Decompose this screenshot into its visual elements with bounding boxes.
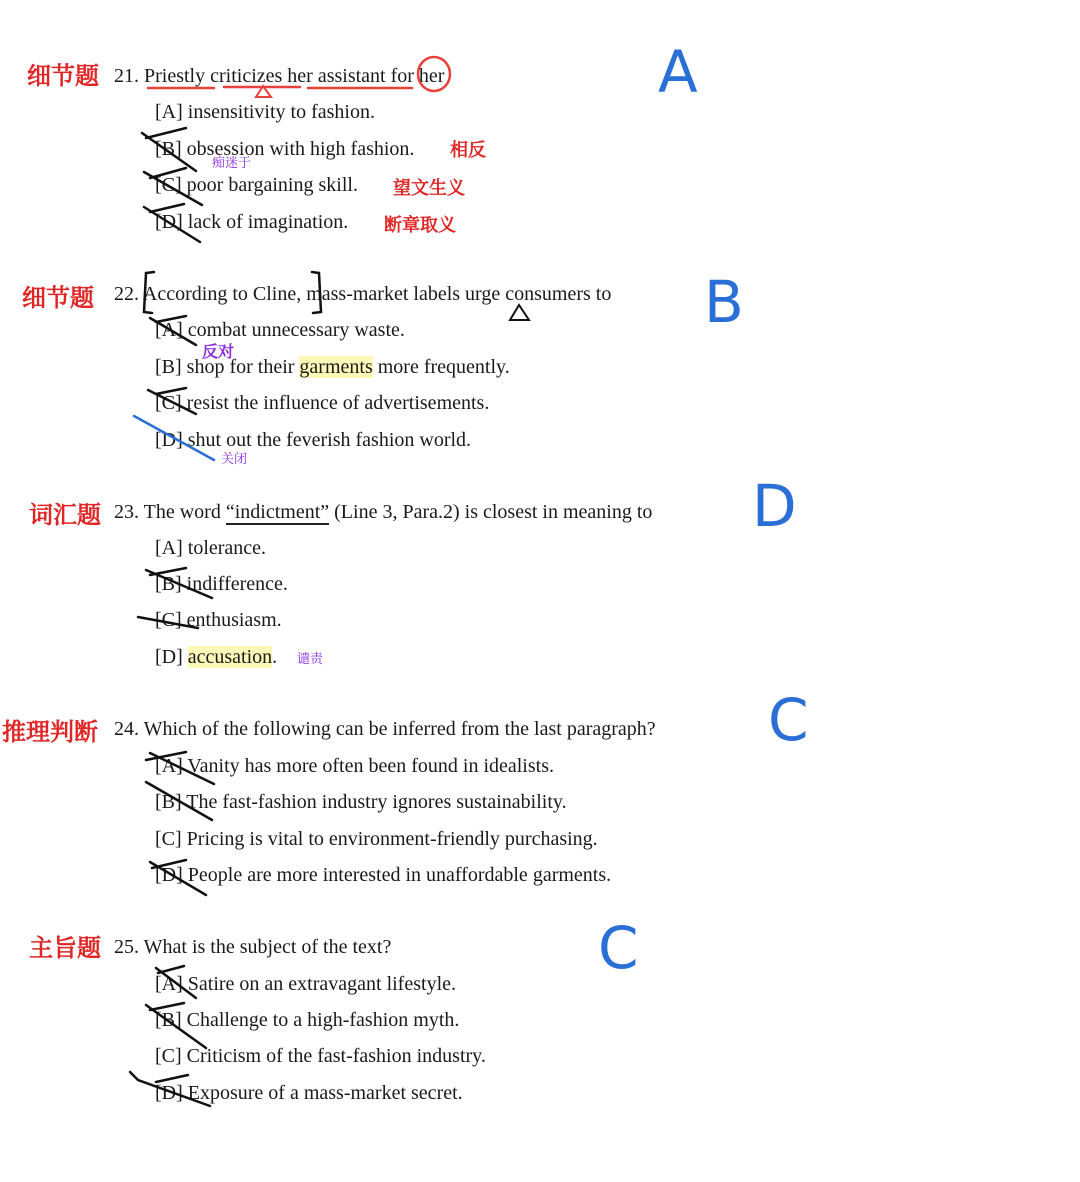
option-d: [D] lack of imagination. <box>155 211 349 233</box>
stem-prefix: 23. The word <box>114 501 226 523</box>
option-b: [B] Challenge to a high-fashion myth. <box>155 1009 460 1031</box>
gloss-note: 反对 <box>202 342 235 361</box>
option-a: [A] tolerance. <box>155 537 267 559</box>
option-d-text: [D] <box>155 646 188 668</box>
question-stem: 21. Priestly criticizes her assistant for her <box>114 65 445 87</box>
option-a: [A] combat unnecessary waste. <box>155 319 405 341</box>
question-stem: 24. Which of the following can be inferred from the last paragraph? <box>114 718 656 740</box>
handwritten-answer: C <box>768 686 809 754</box>
option-a: [A] Satire on an extravagant lifestyle. <box>155 973 456 995</box>
option-c: [C] Pricing is vital to environment-friendly purchasing. <box>155 828 598 850</box>
option-d: [D] People are more interested in unaffordable garments. <box>155 864 612 886</box>
question-stem: 25. What is the subject of the text? <box>114 936 392 958</box>
gloss-note: 痴迷于 <box>212 156 252 171</box>
triangle-mark <box>510 305 529 320</box>
reason-note: 相反 <box>450 140 486 161</box>
gloss-note: 关闭 <box>221 452 248 467</box>
option-b-tail: more frequently. <box>372 356 510 378</box>
handwritten-answer: D <box>752 472 797 540</box>
option-d: [D] shut out the feverish fashion world. <box>155 429 472 451</box>
option-d: [D] Exposure of a mass-market secret. <box>155 1082 463 1104</box>
highlighted-word: accusation <box>187 646 273 668</box>
stem-text: According to Cline, mass-market labels urge consumers to <box>142 283 612 305</box>
option-d-tail: . <box>272 646 278 668</box>
question-number: 22. <box>114 283 143 305</box>
reason-note: 断章取义 <box>384 215 456 236</box>
option-a: [A] Vanity has more often been found in idealists. <box>155 755 554 777</box>
question-type-tag: 细节题 <box>22 284 94 312</box>
question-stem <box>114 282 611 306</box>
question-type-tag: 主旨题 <box>29 934 101 962</box>
option-b-text: [B] shop for their <box>155 356 300 378</box>
gloss-note: 谴责 <box>297 652 324 667</box>
option-b: [B] indifference. <box>155 573 288 595</box>
handwritten-answer: C <box>598 914 639 982</box>
option-b: [B] obsession with high fashion. <box>155 138 415 160</box>
option-a: [A] insensitivity to fashion. <box>155 101 375 123</box>
question-type-tag: 细节题 <box>27 62 99 90</box>
stem-text: (Line 3, Para.2) is closest in meaning to <box>329 501 653 523</box>
option-c: [C] enthusiasm. <box>155 609 282 631</box>
option-c: [C] poor bargaining skill. <box>155 174 358 196</box>
handwritten-answer: A <box>658 38 698 106</box>
option-d <box>155 645 277 669</box>
underlined-word: “indictment” <box>225 501 330 523</box>
question-type-tag: 推理判断 <box>2 718 98 746</box>
handwritten-answer: B <box>704 268 744 336</box>
option-b: [B] The fast-fashion industry ignores sustainability. <box>155 791 567 813</box>
reason-note: 望文生义 <box>393 178 465 199</box>
question-stem <box>114 500 652 524</box>
option-c: [C] Criticism of the fast-fashion industry. <box>155 1045 486 1067</box>
highlighted-word: garments <box>299 356 373 378</box>
option-c: [C] resist the influence of advertisements. <box>155 392 490 414</box>
question-type-tag: 词汇题 <box>29 501 101 529</box>
